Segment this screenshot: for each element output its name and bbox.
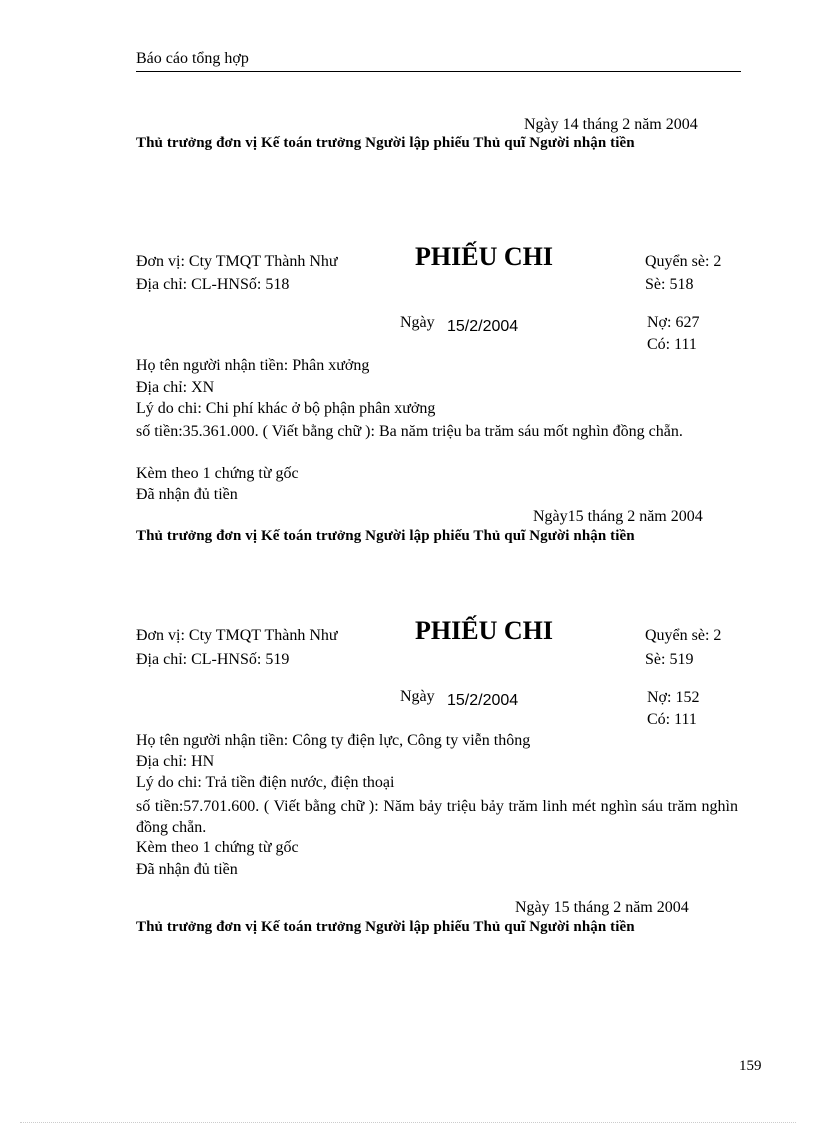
voucher-unit: Đơn vị: Cty TMQT Thành Như (136, 253, 338, 270)
voucher-amount: số tiền:35.361.000. ( Viết bằng chữ ): Ba năm triệu ba trăm sáu mốt nghìn đồng chẵn. (136, 423, 683, 440)
voucher-number: Sè: 519 (645, 651, 694, 668)
voucher-sign-date: Ngày 15 tháng 2 năm 2004 (515, 899, 689, 916)
voucher-amount: số tiền:57.701.600. ( Viết bằng chữ ): Năm bảy triệu bảy trăm linh mét nghìn sáu trăm nghìn đồng chẵn. (136, 798, 738, 836)
voucher-credit: Có: 111 (647, 336, 697, 353)
voucher-date-label: Ngày (400, 688, 435, 705)
top-signature-line: Thủ trưởng đơn vị Kế toán trưởng Người lập phiếu Thủ quĩ Người nhận tiền (136, 135, 635, 151)
voucher-sign-date: Ngày15 tháng 2 năm 2004 (533, 508, 703, 525)
voucher-number: Sè: 518 (645, 276, 694, 293)
voucher-date-value: 15/2/2004 (447, 318, 519, 335)
voucher-date-value: 15/2/2004 (447, 692, 519, 709)
voucher-debit: Nợ: 627 (647, 314, 700, 331)
top-date: Ngày 14 tháng 2 năm 2004 (524, 116, 698, 133)
voucher-receiver: Họ tên người nhận tiền: Phân xưởng (136, 357, 370, 374)
report-header-title: Báo cáo tổng hợp (136, 50, 249, 67)
voucher-debit: Nợ: 152 (647, 689, 700, 706)
voucher-date-label: Ngày (400, 314, 435, 331)
voucher-receiver-address: Địa chỉ: XN (136, 379, 215, 396)
voucher-address: Địa chỉ: CL-HNSố: 518 (136, 276, 290, 293)
voucher-book: Quyển sè: 2 (645, 253, 722, 270)
voucher-credit: Có: 111 (647, 711, 697, 728)
header-rule (136, 71, 741, 72)
voucher-attachments: Kèm theo 1 chứng từ gốc (136, 839, 299, 856)
page-number: 159 (739, 1058, 762, 1074)
voucher-attachments: Kèm theo 1 chứng từ gốc (136, 465, 299, 482)
voucher-reason: Lý do chi: Trả tiền điện nước, điện thoại (136, 774, 395, 791)
voucher-received: Đã nhận đủ tiền (136, 486, 238, 503)
voucher-receiver-address: Địa chỉ: HN (136, 753, 215, 770)
voucher-title: PHIẾU CHI (415, 242, 553, 271)
voucher-address: Địa chỉ: CL-HNSố: 519 (136, 651, 290, 668)
voucher-receiver: Họ tên người nhận tiền: Công ty điện lực, Công ty viễn thông (136, 732, 531, 749)
voucher-reason: Lý do chi: Chi phí khác ở bộ phận phân xưởng (136, 400, 436, 417)
voucher-book: Quyển sè: 2 (645, 627, 722, 644)
voucher-signature-line: Thủ trưởng đơn vị Kế toán trưởng Người lập phiếu Thủ quĩ Người nhận tiền (136, 919, 635, 935)
voucher-received: Đã nhận đủ tiền (136, 861, 238, 878)
voucher-signature-line: Thủ trưởng đơn vị Kế toán trưởng Người lập phiếu Thủ quĩ Người nhận tiền (136, 528, 635, 544)
voucher-unit: Đơn vị: Cty TMQT Thành Như (136, 627, 338, 644)
voucher-title: PHIẾU CHI (415, 616, 553, 645)
